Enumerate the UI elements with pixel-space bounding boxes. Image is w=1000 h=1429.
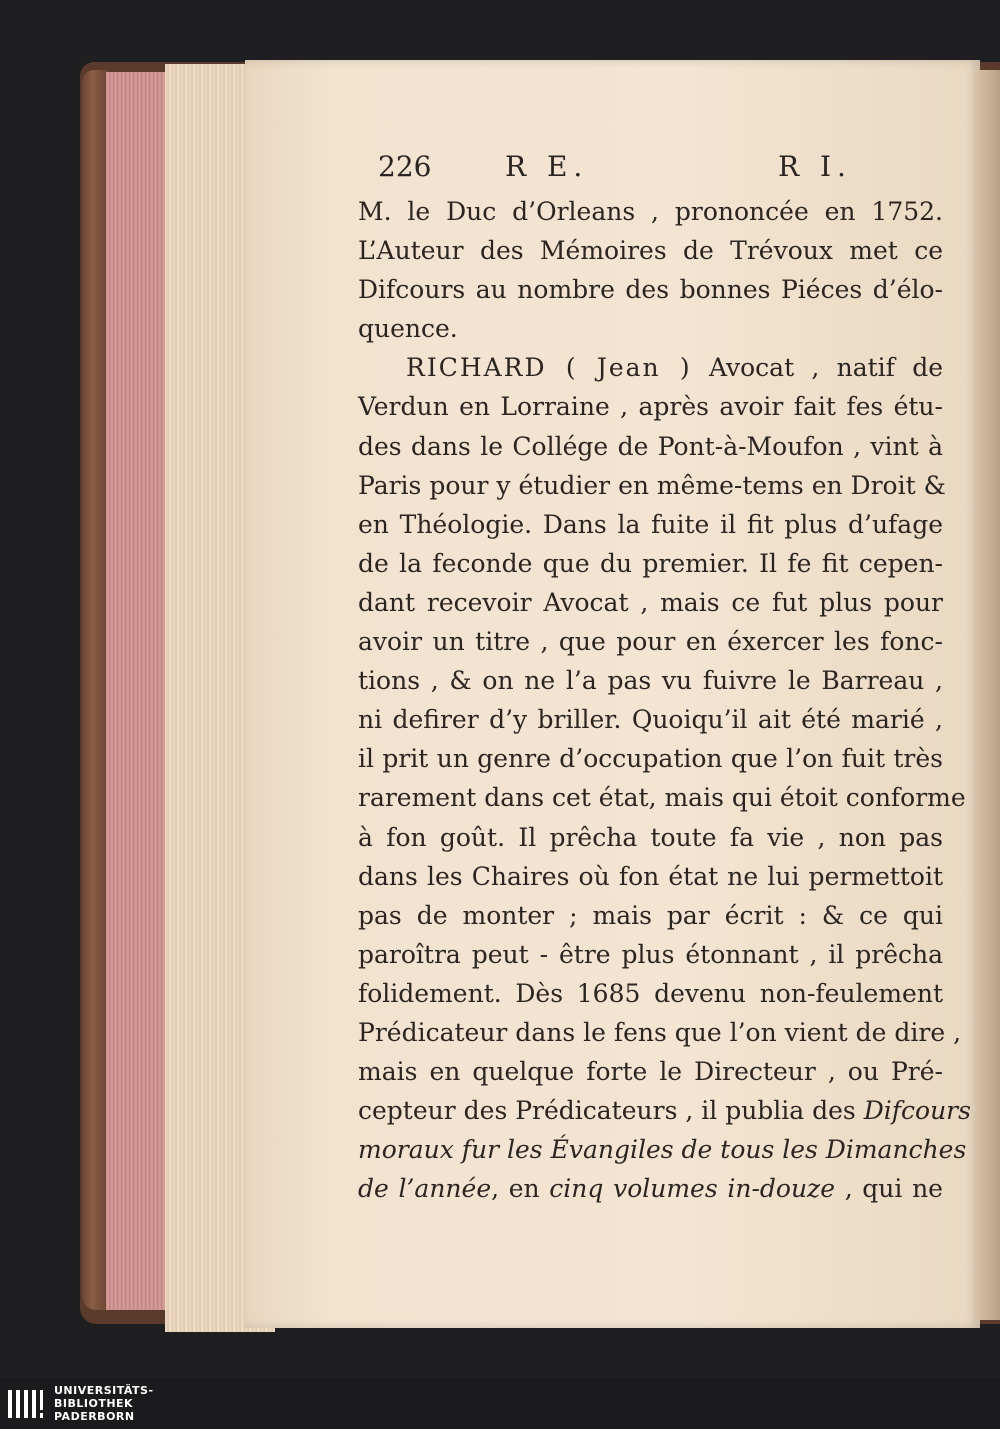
text-fragment: cepteur des Prédicateurs , il publia des [358,1096,856,1126]
text-line: folidement. Dès 1685 devenu non-feulement [358,978,943,1008]
text-line: Verdun en Lorraine , après avoir fait fes étu- [358,392,943,422]
text-line-with-italic [358,1091,971,1130]
entry-first-line [358,348,943,387]
text-line: paroîtra peut - être plus étonnant , il prêcha [358,939,943,969]
text-fragment: Avocat , natif de [708,353,943,383]
text-line: rarement dans cet état, mais qui étoit conforme [358,783,966,813]
text-line-mixed [358,1169,943,1208]
text-line: M. le Duc d’Orleans , prononcée en 1752. [358,197,943,226]
italic-title: moraux fur les Évangiles de tous les Dimanches [358,1135,967,1165]
italic-title: de l’année [358,1174,492,1204]
page-header [378,150,948,190]
text-line: Paris pour y étudier en même-tems en Droit & [358,470,946,500]
running-head-right: R I. [778,150,852,183]
text-line: Prédicateur dans le fens que l’on vient de dire , [358,1017,962,1047]
library-name-line: BIBLIOTHEK [54,1397,134,1410]
running-head-left: R E. [505,150,589,183]
text-line: de la feconde que du premier. Il fe fit cepen- [358,548,943,578]
book-spine-edge [82,70,108,1310]
library-name-line: PADERBORN [54,1410,135,1423]
text-line: quence. [358,314,458,344]
text-line: en Théologie. Dans la fuite il fit plus d’ufage [358,509,943,539]
italic-phrase: cinq volumes in-douze [549,1174,836,1204]
library-footer [0,1378,1000,1429]
red-page-edges [106,72,168,1310]
text-line: mais en quelque forte le Directeur , ou Pré- [358,1057,943,1087]
text-line: avoir un titre , que pour en éxercer les fonc- [358,627,943,657]
gutter-edge [976,70,1000,1320]
text-line: à fon goût. Il prêcha toute fa vie , non pas [358,822,943,852]
page-number: 226 [378,150,432,183]
text-line: pas de monter ; mais par écrit : & ce qui [358,900,943,930]
italic-title: Difcours [863,1096,971,1126]
text-line: il prit un genre d’occupation que l’on fuit très [358,744,943,774]
library-logo-icon [6,1384,46,1424]
entry-heading: RICHARD ( Jean ) [406,353,692,383]
text-line: dant recevoir Avocat , mais ce fut plus pour [358,587,943,617]
library-name-line: UNIVERSITÄTS- [54,1384,154,1397]
text-line: Difcours au nombre des bonnes Piéces d’élo- [358,275,943,305]
text-fragment: , en [491,1174,540,1204]
body-text [358,192,971,1208]
text-line: tions , & on ne l’a pas vu fuivre le Barreau , [358,666,943,696]
text-line: des dans le Collége de Pont-à-Moufon , vint à [358,431,943,461]
text-line-italic [358,1130,967,1169]
text-line: dans les Chaires où fon état ne lui permettoit [358,861,943,891]
library-name [54,1384,154,1423]
text-fragment: , qui ne [844,1174,943,1204]
text-line: L’Auteur des Mémoires de Trévoux met ce [358,236,943,266]
text-line: ni defirer d’y briller. Quoiqu’il ait été marié , [358,705,943,735]
